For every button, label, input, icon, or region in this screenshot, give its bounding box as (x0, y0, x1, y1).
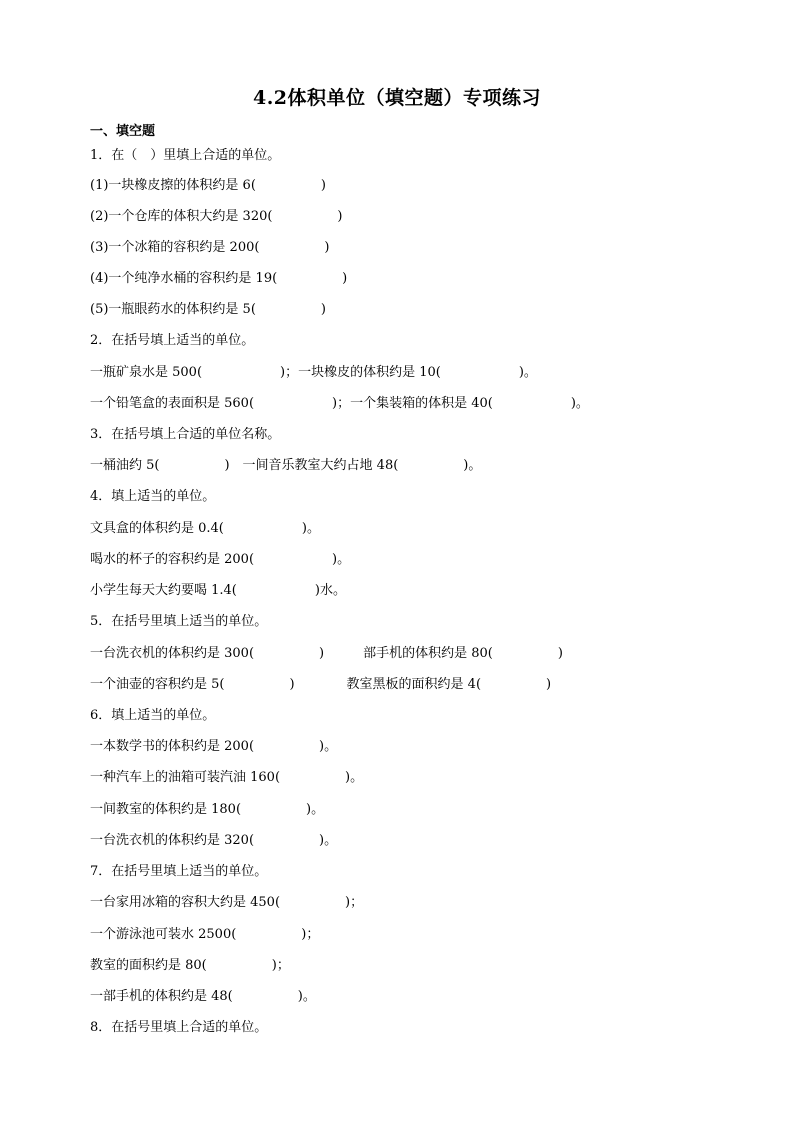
question-1-prompt: 1．在（ ）里填上合适的单位。 (90, 148, 281, 163)
question-1-item-1: (1)一块橡皮擦的体积约是 6( ) (90, 178, 326, 193)
question-4-prompt: 4．填上适当的单位。 (90, 489, 216, 504)
question-5-line-2: 一个油壶的容积约是 5( ) 教室黑板的面积约是 4( ) (90, 677, 552, 692)
question-2-prompt: 2．在括号填上适当的单位。 (90, 333, 255, 348)
page-title: 4.2体积单位（填空题）专项练习 (252, 87, 542, 109)
question-4-line-1: 文具盒的体积约是 0.4( )。 (90, 521, 320, 536)
question-6-prompt: 6．填上适当的单位。 (90, 708, 216, 723)
question-4-line-3: 小学生每天大约要喝 1.4( )水。 (90, 583, 346, 598)
question-7-line-2: 一个游泳池可装水 2500( )； (90, 927, 320, 942)
question-6-line-1: 一本数学书的体积约是 200( )。 (90, 739, 338, 754)
question-6-line-3: 一间教室的体积约是 180( )。 (90, 802, 325, 817)
question-1-item-3: (3)一个冰箱的容积约是 200( ) (90, 240, 330, 255)
question-2-line-1: 一瓶矿泉水是 500( )；一块橡皮的体积约是 10( )。 (90, 365, 537, 380)
question-3-line-1: 一桶油约 5( ) 一间音乐教室大约占地 48( )。 (90, 458, 482, 473)
question-1-item-4: (4)一个纯净水桶的容积约是 19( ) (90, 271, 348, 286)
question-8-prompt: 8．在括号里填上合适的单位。 (90, 1020, 268, 1035)
question-1-item-2: (2)一个仓库的体积大约是 320( ) (90, 209, 343, 224)
question-6-line-2: 一种汽车上的油箱可装汽油 160( )。 (90, 770, 364, 785)
question-7-line-1: 一台家用冰箱的容积大约是 450( )； (90, 895, 364, 910)
question-6-line-4: 一台洗衣机的体积约是 320( )。 (90, 833, 338, 848)
question-3-prompt: 3．在括号填上合适的单位名称。 (90, 427, 281, 442)
question-7-line-4: 一部手机的体积约是 48( )。 (90, 989, 316, 1004)
question-5-prompt: 5．在括号里填上适当的单位。 (90, 614, 268, 629)
question-7-line-3: 教室的面积约是 80( )； (90, 958, 290, 973)
question-7-prompt: 7．在括号里填上适当的单位。 (90, 864, 268, 879)
question-5-line-1: 一台洗衣机的体积约是 300( ) 部手机的体积约是 80( ) (90, 646, 563, 661)
section-heading: 一、填空题 (90, 124, 156, 139)
question-1-item-5: (5)一瓶眼药水的体积约是 5( ) (90, 302, 326, 317)
question-2-line-2: 一个铅笔盒的表面积是 560( )；一个集装箱的体积是 40( )。 (90, 396, 589, 411)
question-4-line-2: 喝水的杯子的容积约是 200( )。 (90, 552, 351, 567)
